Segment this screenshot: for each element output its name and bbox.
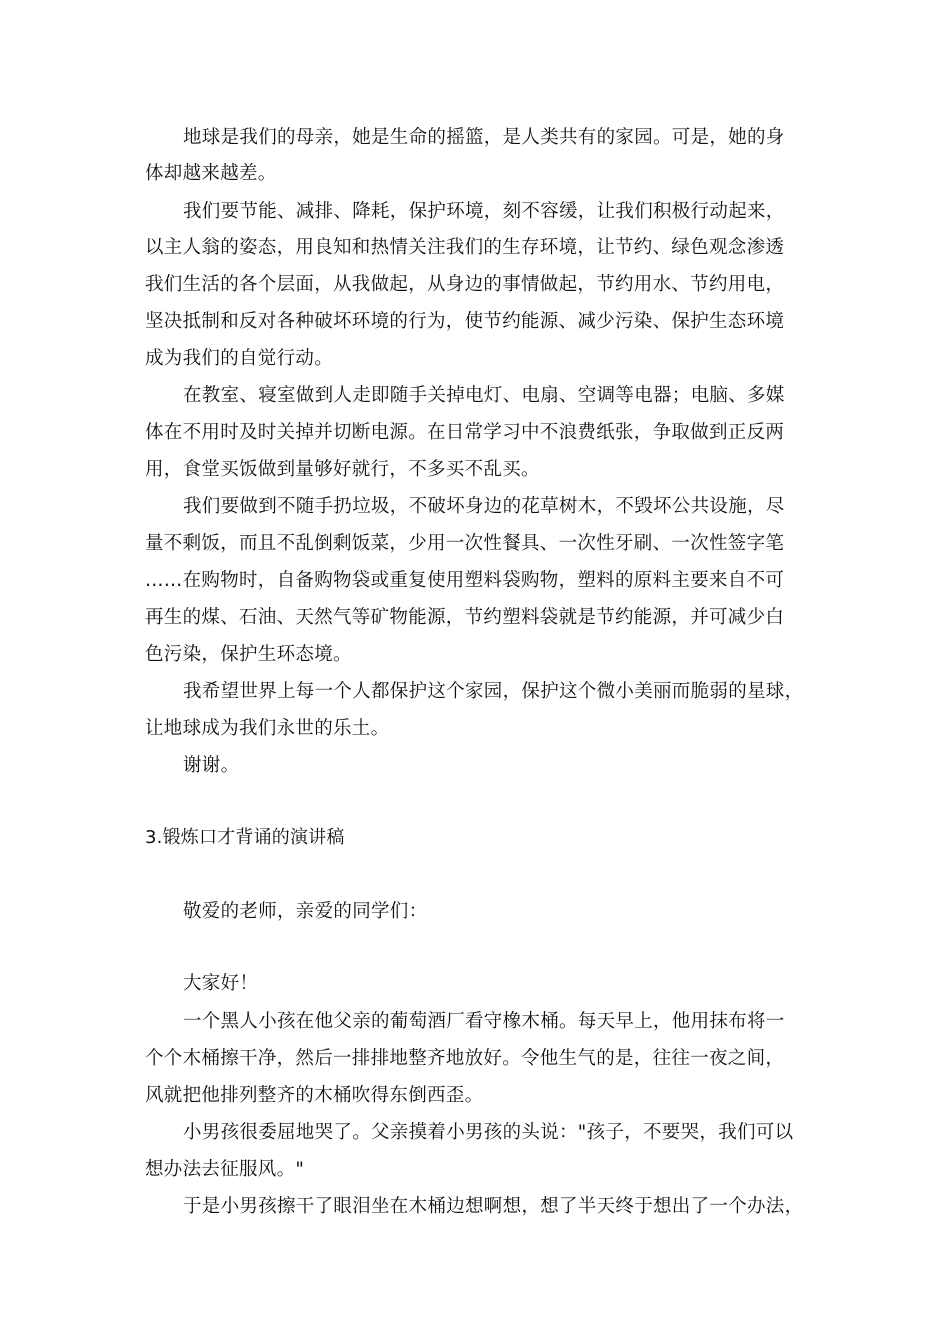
paragraph-line: 我们生活的各个层面，从我做起，从身边的事情做起，节约用水、节约用电，	[145, 274, 785, 295]
greeting-line: 大家好！	[183, 973, 259, 994]
paragraph-line: 我们要做到不随手扔垃圾，不破坏身边的花草树木，不毁坏公共设施，尽	[183, 496, 785, 517]
paragraph-line: 体在不用时及时关掉并切断电源。在日常学习中不浪费纸张，争取做到正反两	[145, 422, 785, 443]
paragraph-line: 想办法去征服风。"	[145, 1159, 305, 1180]
paragraph-line: 个个木桶擦干净，然后一排排地整齐地放好。令他生气的是，往往一夜之间，	[145, 1048, 785, 1069]
paragraph-line: 风就把他排列整齐的木桶吹得东倒西歪。	[145, 1085, 484, 1106]
paragraph-line: ……在购物时，自备购物袋或重复使用塑料袋购物，塑料的原料主要来自不可	[145, 570, 785, 591]
section-heading: 3.锻炼口才背诵的演讲稿	[145, 827, 345, 848]
paragraph-line: 坚决抵制和反对各种破坏环境的行为，使节约能源、减少污染、保护生态环境	[145, 311, 785, 332]
paragraph-line: 我们要节能、减排、降耗，保护环境，刻不容缓，让我们积极行动起来，	[183, 201, 785, 222]
paragraph-line: 在教室、寝室做到人走即随手关掉电灯、电扇、空调等电器；电脑、多媒	[183, 385, 785, 406]
closing-line: 谢谢。	[183, 755, 240, 776]
paragraph-line: 以主人翁的姿态，用良知和热情关注我们的生存环境，让节约、绿色观念渗透	[145, 237, 785, 258]
paragraph-line: 再生的煤、石油、天然气等矿物能源，节约塑料袋就是节约能源，并可减少白	[145, 607, 785, 628]
paragraph-line: 小男孩很委屈地哭了。父亲摸着小男孩的头说："孩子，不要哭，我们可以	[183, 1122, 794, 1143]
paragraph-line: 色污染，保护生环态境。	[145, 644, 352, 665]
paragraph-line: 成为我们的自觉行动。	[145, 348, 334, 369]
paragraph-line: 量不剩饭，而且不乱倒剩饭菜，少用一次性餐具、一次性牙刷、一次性签字笔	[145, 533, 785, 554]
paragraph-line: 让地球成为我们永世的乐土。	[145, 718, 390, 739]
paragraph-line: 地球是我们的母亲，她是生命的摇篮，是人类共有的家园。可是，她的身	[183, 127, 785, 148]
paragraph-line: 一个黑人小孩在他父亲的葡萄酒厂看守橡木桶。每天早上，他用抹布将一	[183, 1011, 785, 1032]
paragraph-line: 体却越来越差。	[145, 163, 277, 184]
paragraph-line: 用，食堂买饭做到量够好就行，不多买不乱买。	[145, 459, 540, 480]
salutation-line: 敬爱的老师，亲爱的同学们：	[183, 901, 428, 922]
paragraph-line: 我希望世界上每一个人都保护这个家园，保护这个微小美丽而脆弱的星球，	[183, 681, 804, 702]
paragraph-line: 于是小男孩擦干了眼泪坐在木桶边想啊想，想了半天终于想出了一个办法，	[183, 1196, 804, 1217]
